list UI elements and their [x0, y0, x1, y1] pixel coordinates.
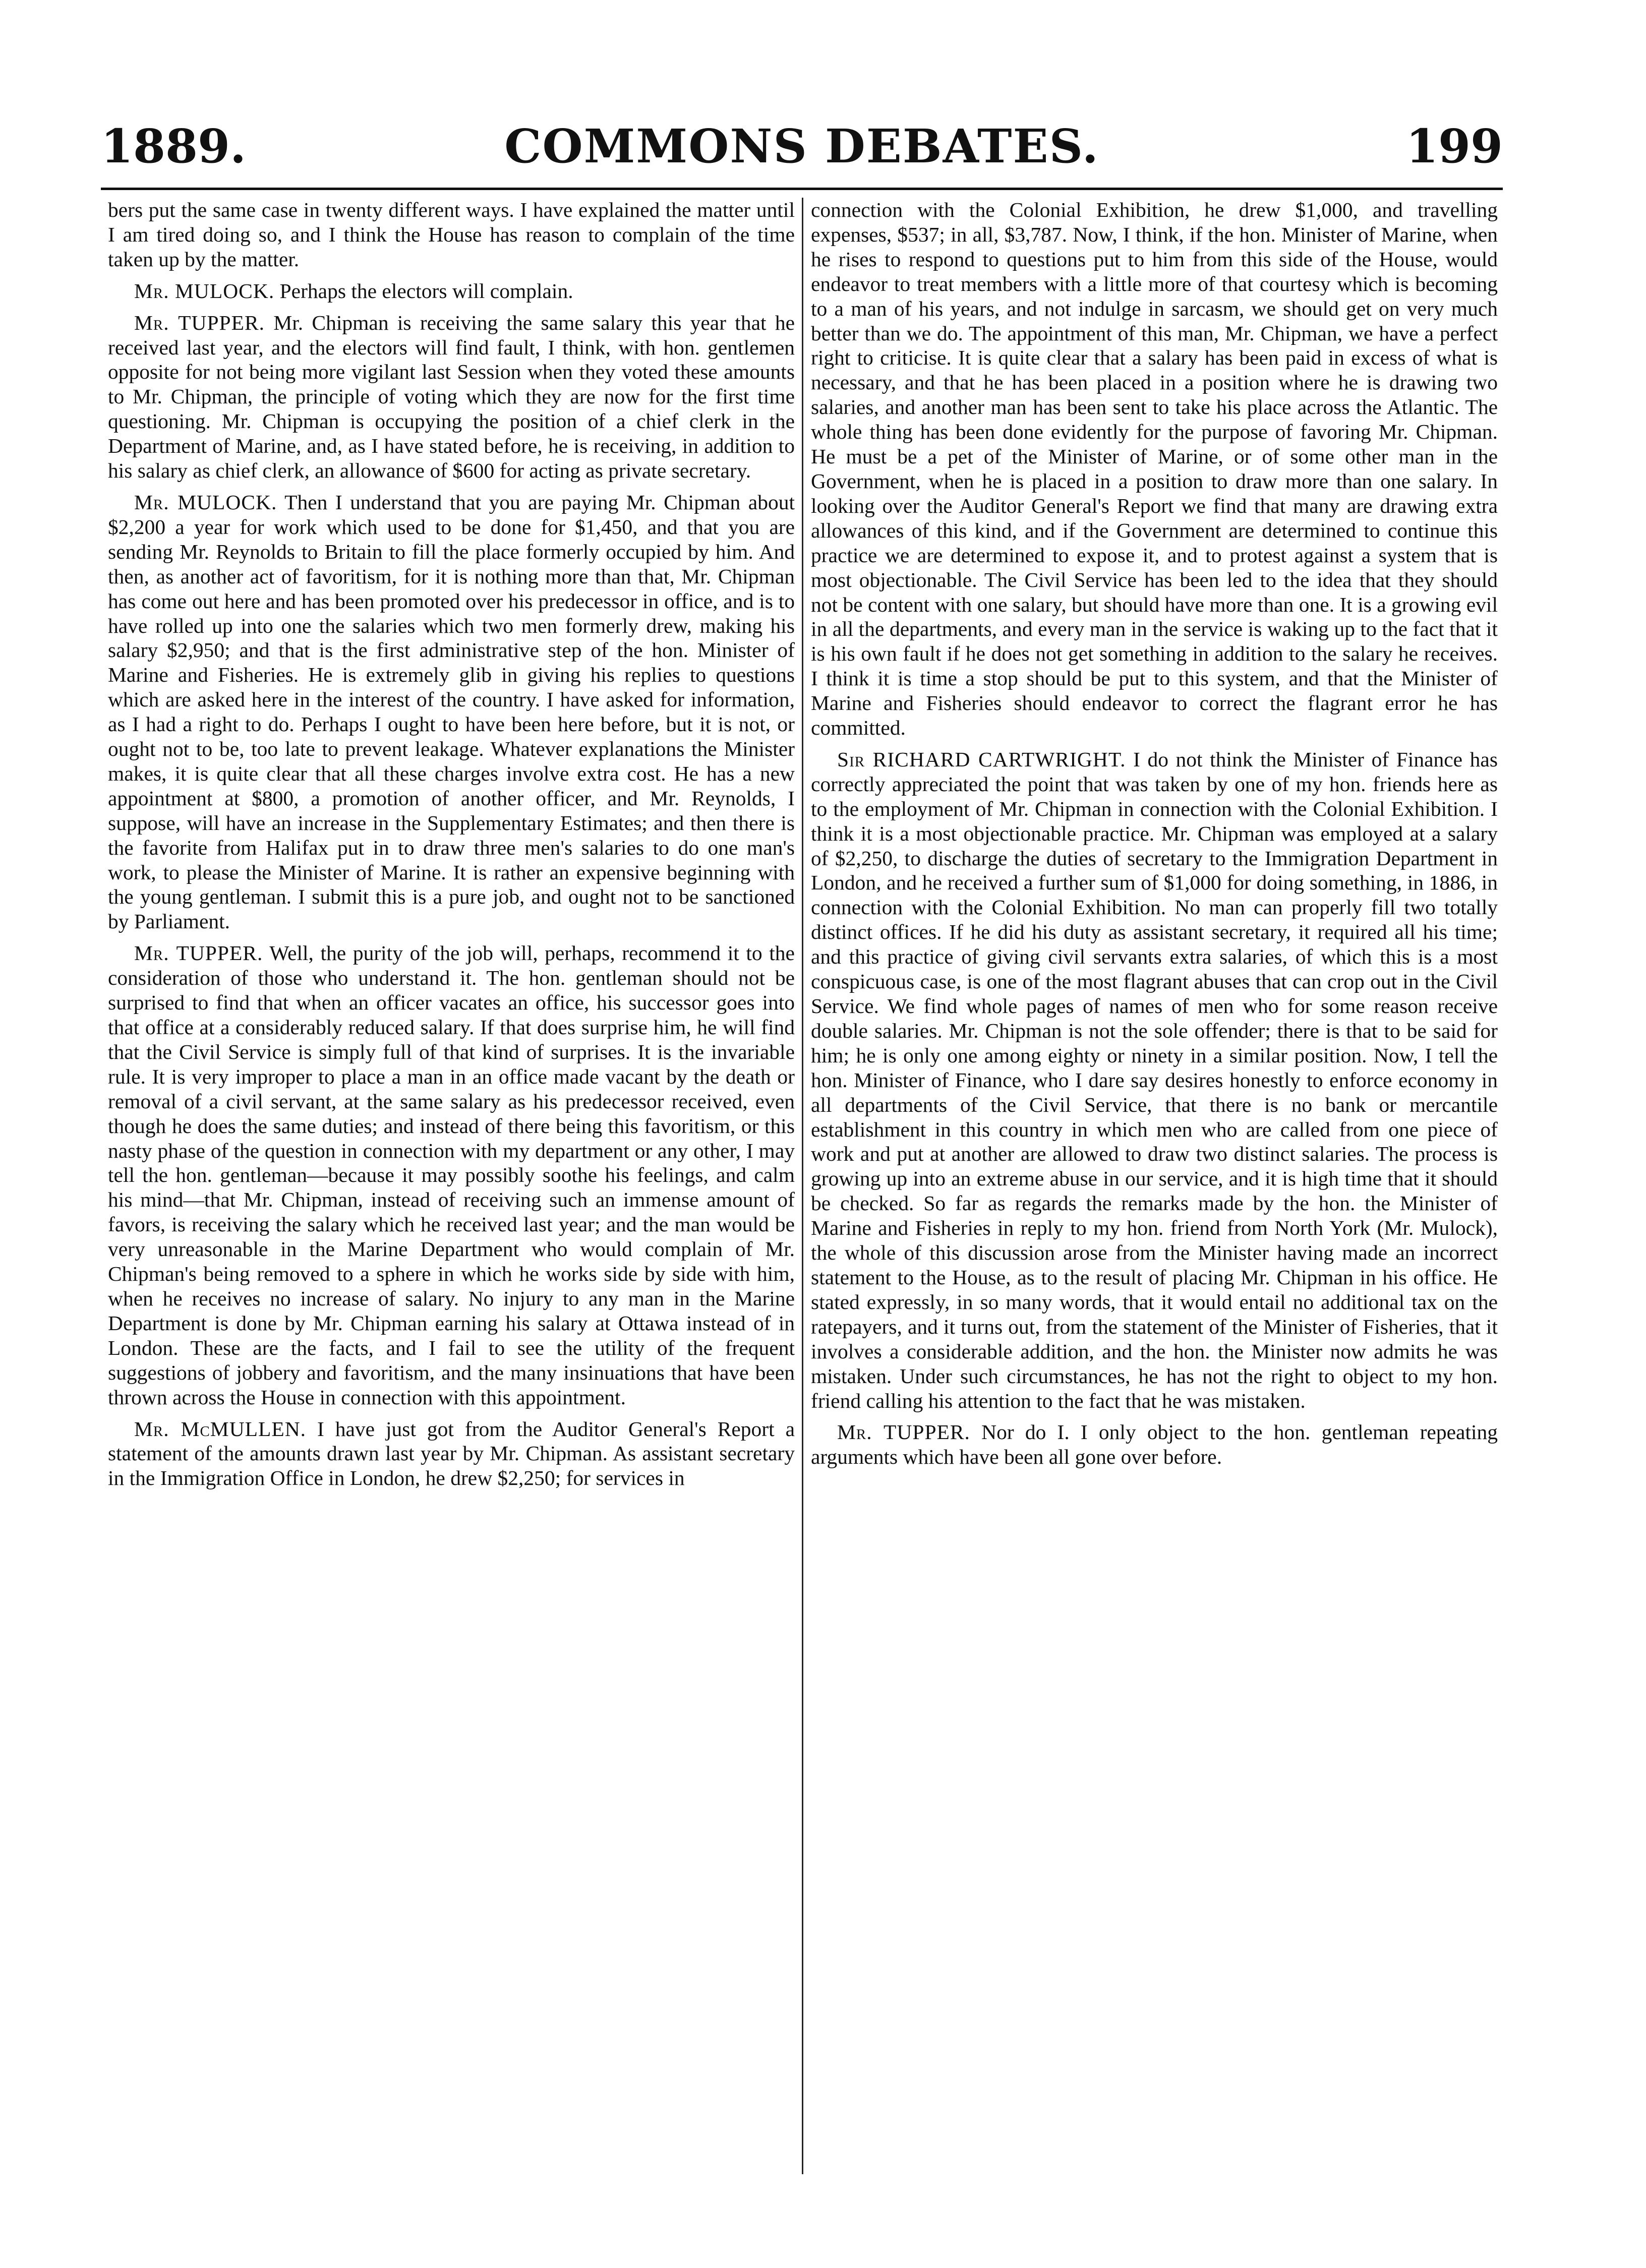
paragraph — [108, 941, 795, 1409]
paragraph-text: Then I understand that you are paying Mr. Chipman about $2,200 a year for work which used to be done for $1,450, and that you are sending Mr. Reynolds to Britain to fill the place formerly occupied by him. And then, as another act of favoritism, for it is nothing more than that, Mr. Chipman has come out here and has been promoted over his predecessor in office, and is to have rolled up into one the salaries which two men formerly drew, making his salary $2,950; and that is the first administrative step of the hon. Minister of Marine and Fisheries. He is extremely glib in giving his replies to questions which are asked here in the interest of the country. I have asked for information, as I had a right to do. Perhaps I ought to have been here before, but it is not, or ought not to be, too late to prevent leakage. Whatever explanations the Minister makes, it is quite clear that all these charges involve extra cost. He has a new appointment at $800, a promotion of another officer, and Mr. Reynolds, I suppose, will have an increase in the Supplementary Estimates; and then there is the favorite from Halifax put in to draw three men's salaries to do one man's work, to please the Minister of Marine. It is rather an expensive beginning with the young gentleman. I submit this is a pure job, and ought not to be sanctioned by Parliament. — [108, 490, 795, 933]
speaker-name: Mr. TUPPER. — [134, 311, 265, 334]
paragraph-text: I have just got from the Auditor General's Report a statement of the amounts drawn last year by Mr. Chipman. As assistant secretary in the Immigration Office in London, he drew $2,250; for services in — [108, 1417, 795, 1490]
speaker-name: Sir RICHARD CARTWRIGHT. — [837, 747, 1126, 771]
paragraph-text: connection with the Colonial Exhibition, he drew $1,000, and travelling expenses, $537; in all, $3,787. Now, I think, if the hon. Minister of Marine, when he rises to respond to questions put to him from this side of the House, would endeavor to treat members with a little more of that courtesy which is becoming to a man of his years, and not indulge in sarcasm, we should get on very much better than we do. The appointment of this man, Mr. Chipman, we have a perfect right to criticise. It is quite clear that a salary has been paid in excess of what is necessary, and that he has been placed in a position where he is drawing two salaries, and another man has been sent to take his place across the Atlantic. The whole thing has been done evidently for the purpose of favoring Mr. Chipman. He must be a pet of the Minister of Marine, or of some other man in the Government, when he is placed in a position to draw more than one salary. In looking over the Auditor General's Report we find that many are drawing extra allowances of this kind, and if the Government are determined to continue this practice we are determined to expose it, and to protest against a system that is most objectionable. The Civil Service has been led to the idea that they should not be content with one salary, but should have more than one. It is a growing evil in all the departments, and every man in the service is waking up to the fact that it is his own fault if he does not get something in addition to the salary he receives. I think it is time a stop should be put to this system, and that the Minister of Marine and Fisheries should endeavor to correct the flagrant error he has committed. — [811, 198, 1498, 740]
paragraph — [108, 279, 795, 304]
paragraph-text: Nor do I. I only object to the hon. gentleman repeating arguments which have been all gone over before. — [811, 1420, 1498, 1469]
speaker-name: Mr. McMULLEN. — [134, 1417, 307, 1441]
paragraph-text: Well, the purity of the job will, perhaps, recommend it to the consideration of those who understand it. The hon. gentleman should not be surprised to find that when an officer vacates an office, his successor goes into that office at a considerably reduced salary. If that does surprise him, he will find that the Civil Service is simply full of that kind of surprises. It is the invariable rule. It is very improper to place a man in an office made vacant by the death or removal of a civil servant, at the same salary as his predecessor received, even though he does the same duties; and instead of there being this favoritism, or this nasty phase of the question in connection with my department or any other, I may tell the hon. gentleman—because it may possibly soothe his feelings, and calm his mind—that Mr. Chipman, instead of receiving such an immense amount of favors, is receiving the salary which he received last year; and the man would be very unreasonable in the Marine Department who would complain of Mr. Chipman's being removed to a sphere in which he works side by side with him, when he receives no increase of salary. No injury to any man in the Marine Department is done by Mr. Chipman earning his salary at Ottawa instead of in London. These are the facts, and I fail to see the utility of the frequent suggestions of jobbery and favoritism, and the many insinuations that have been thrown across the House in connection with this appointment. — [108, 941, 795, 1409]
paragraph — [811, 747, 1498, 1413]
left-column — [108, 198, 795, 2194]
header-page-number: 199 — [1405, 119, 1503, 173]
column-divider — [802, 198, 803, 2174]
speaker-name: Mr. TUPPER. — [134, 941, 263, 965]
header-rule — [101, 188, 1503, 190]
speaker-name: Mr. TUPPER. — [837, 1420, 970, 1444]
paragraph — [108, 311, 795, 483]
speaker-name: Mr. MULOCK. — [134, 279, 275, 303]
paragraph-text: bers put the same case in twenty different ways. I have explained the matter until I am tired doing so, and I think the House has reason to complain of the time taken up by the matter. — [108, 198, 795, 271]
paragraph — [811, 1420, 1498, 1469]
right-column — [811, 198, 1498, 2194]
paragraph-text: Perhaps the electors will complain. — [279, 279, 573, 303]
paragraph-text: Mr. Chipman is receiving the same salary this year that he received last year, and the electors will find fault, I think, with hon. gentlemen opposite for not being more vigilant last Session when they voted these amounts to Mr. Chipman, the principle of voting which they are now for the first time questioning. Mr. Chipman is occupying the position of a chief clerk in the Department of Marine, and, as I have stated before, he is receiving, in addition to his salary as chief clerk, an allowance of $600 for acting as private secretary. — [108, 311, 795, 483]
paragraph — [108, 1417, 795, 1491]
header-title: COMMONS DEBATES. — [504, 119, 1099, 173]
paragraph — [108, 198, 795, 272]
paragraph — [811, 198, 1498, 740]
paragraph — [108, 490, 795, 934]
paragraph-text: I do not think the Minister of Finance has correctly appreciated the point that was taken by one of my hon. friends here as to the employment of Mr. Chipman in connection with the Colonial Exhibition. I think it is a most objectionable practice. Mr. Chipman was employed at a salary of $2,250, to discharge the duties of secretary to the Immigration Department in London, and he received a further sum of $1,000 for doing something, in 1886, in connection with the Colonial Exhibition. No man can properly fill two totally distinct offices. If he did his duty as assistant secretary, it required all his time; and this practice of giving civil servants extra salaries, of which this is a most conspicuous case, is one of the most flagrant abuses that can crop out in the Civil Service. We find whole pages of names of men who for some reason receive double salaries. Mr. Chipman is not the sole offender; there is that to be said for him; he is only one among eighty or ninety in a similar position. Now, I tell the hon. Minister of Finance, who I dare say desires honestly to enforce economy in all departments of the Civil Service, that there is no bank or mercantile establishment in this country in which men who are called from one piece of work and put at another are allowed to draw two distinct salaries. The process is growing up into an extreme abuse in our service, and it is high time that it should be checked. So far as regards the remarks made by the hon. the Minister of Marine and Fisheries in reply to my hon. friend from North York (Mr. Mulock), the whole of this discussion arose from the Minister having made an incorrect statement to the House, as to the result of placing Mr. Chipman in his office. He stated expressly, in so many words, that it would entail no additional tax on the ratepayers, and it turns out, from the statement of the Minister of Fisheries, that it involves a considerable addition, and the hon. the Minister now admits he was mistaken. Under such circumstances, he has not the right to object to my hon. friend calling his attention to the fact that he was mistaken. — [811, 747, 1498, 1412]
page-header — [101, 116, 1503, 192]
speaker-name: Mr. MULOCK. — [134, 490, 277, 514]
header-year: 1889. — [101, 119, 247, 173]
